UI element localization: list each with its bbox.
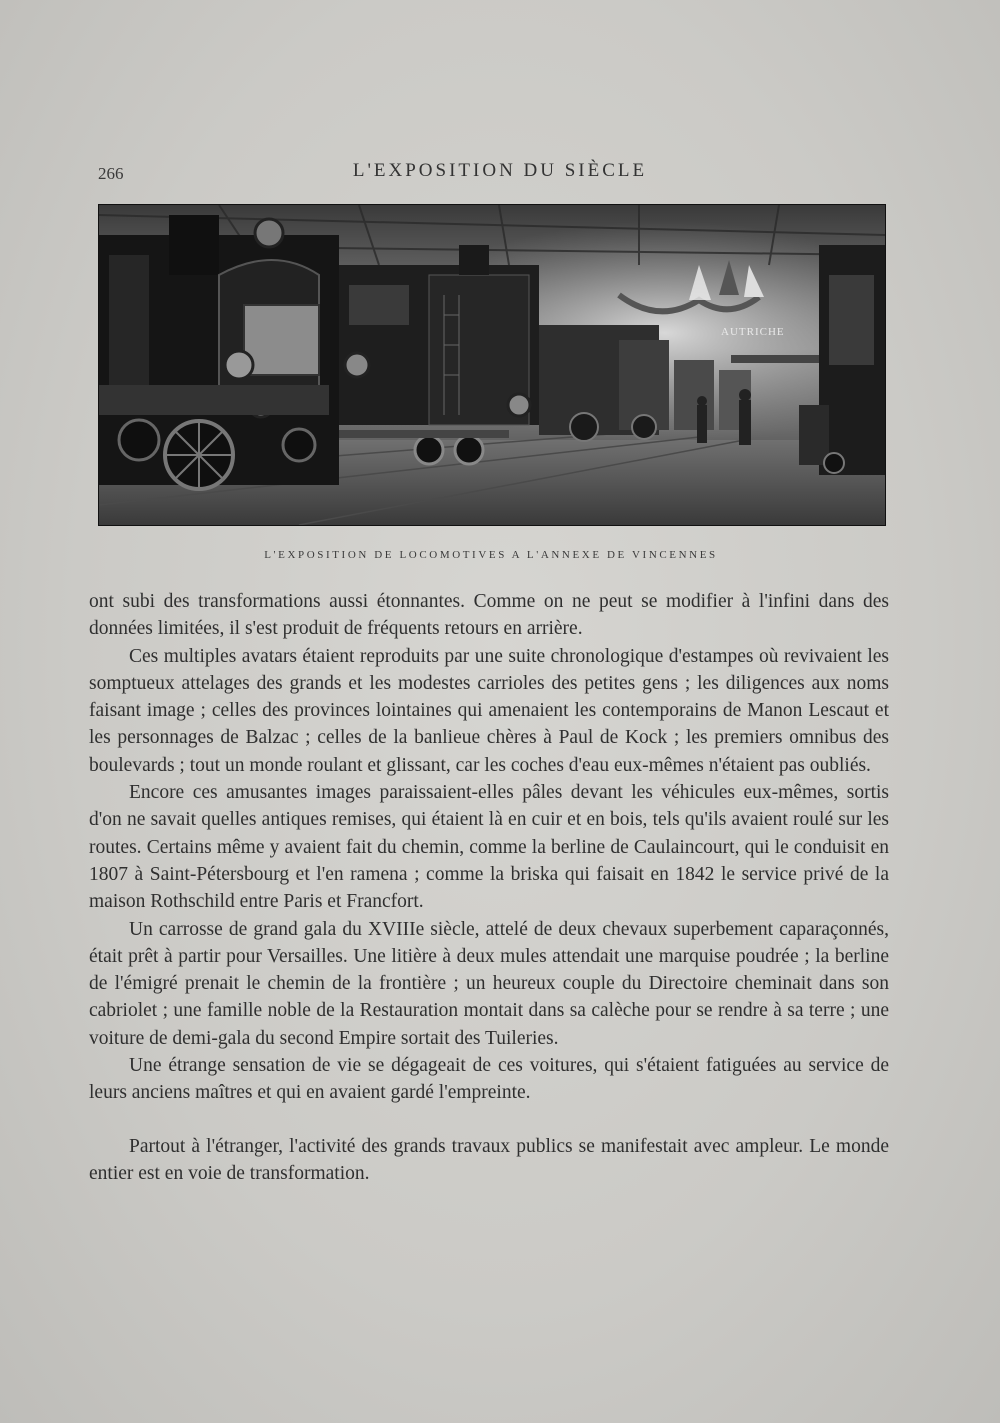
- paragraph-3: Encore ces amusantes images paraissaient-elles pâles devant les véhicules eux-mêmes, sortis d'on ne savait quelles antiques remises, qui étaient là en cuir et en bois, tels qu'ils avaient roulé sur les routes. Certains même y avaient fait du chemin, comme la berline de Caulaincourt, qui le conduisit en 1807 à Saint-Pétersbourg et l'en ramena ; comme la briska qui faisait en 1842 le service privé de la maison Rothschild entre Paris et Francfort.: [89, 782, 889, 913]
- smokebox-plate: [244, 305, 319, 375]
- body-text: [89, 588, 889, 1187]
- figure-caption: L'EXPOSITION DE LOCOMOTIVES A L'ANNEXE DE VINCENNES: [264, 549, 718, 561]
- photo-illustration: [99, 205, 885, 525]
- middle-locomotive: [329, 245, 539, 464]
- page-header: [90, 160, 910, 190]
- paragraph-2: Ces multiples avatars étaient reproduits par une suite chronologique d'estampes où revivaient les somptueux attelages des grands et les modestes carrioles des petites gens ; les diligences aux noms faisant image ; celles des provinces lointaines qui amenaient les contemporains de Manon Lescaut et les personnages de Balzac ; celles de la banlieue chères à Paul de Kock ; les premiers omnibus des boulevards ; tout un monde roulant et glissant, car les coches d'eau eux-mêmes n'étaient pas oubliés.: [89, 645, 889, 776]
- locomotive-photograph: [98, 204, 886, 526]
- page-number: 266: [98, 164, 124, 183]
- pavilion-sign: AUTRICHE: [721, 326, 785, 338]
- paragraph-5: Une étrange sensation de vie se dégageait de ces voitures, qui s'étaient fatiguées au service de leurs anciens maîtres et qui en avaient gardé l'empreinte.: [89, 1055, 889, 1104]
- running-title: L'EXPOSITION DU SIÈCLE: [352, 160, 648, 181]
- paragraph-1: ont subi des transformations aussi étonnantes. Comme on ne peut se modifier à l'infini dans des données limitées, il s'est produit de fréquents retours en arrière.: [89, 591, 889, 640]
- foreground-locomotive: [99, 215, 339, 489]
- paragraph-6: Partout à l'étranger, l'activité des grands travaux publics se manifestait avec ampleur. Le monde entier est en voie de transformation.: [89, 1135, 889, 1184]
- paragraph-4: Un carrosse de grand gala du XVIIIe siècle, attelé de deux chevaux superbement caparaçonnés, était prêt à partir pour Versailles. Une litière à deux mules attendait une marquise poudrée ; la berline de l'émigré prenait le chemin de la frontière ; un heureux couple du Directoire cheminait dans son cabriolet ; une famille noble de la Restauration montait dans sa calèche pour se rendre à sa terre ; une voiture de demi-gala du second Empire sortait des Tuileries.: [89, 918, 889, 1049]
